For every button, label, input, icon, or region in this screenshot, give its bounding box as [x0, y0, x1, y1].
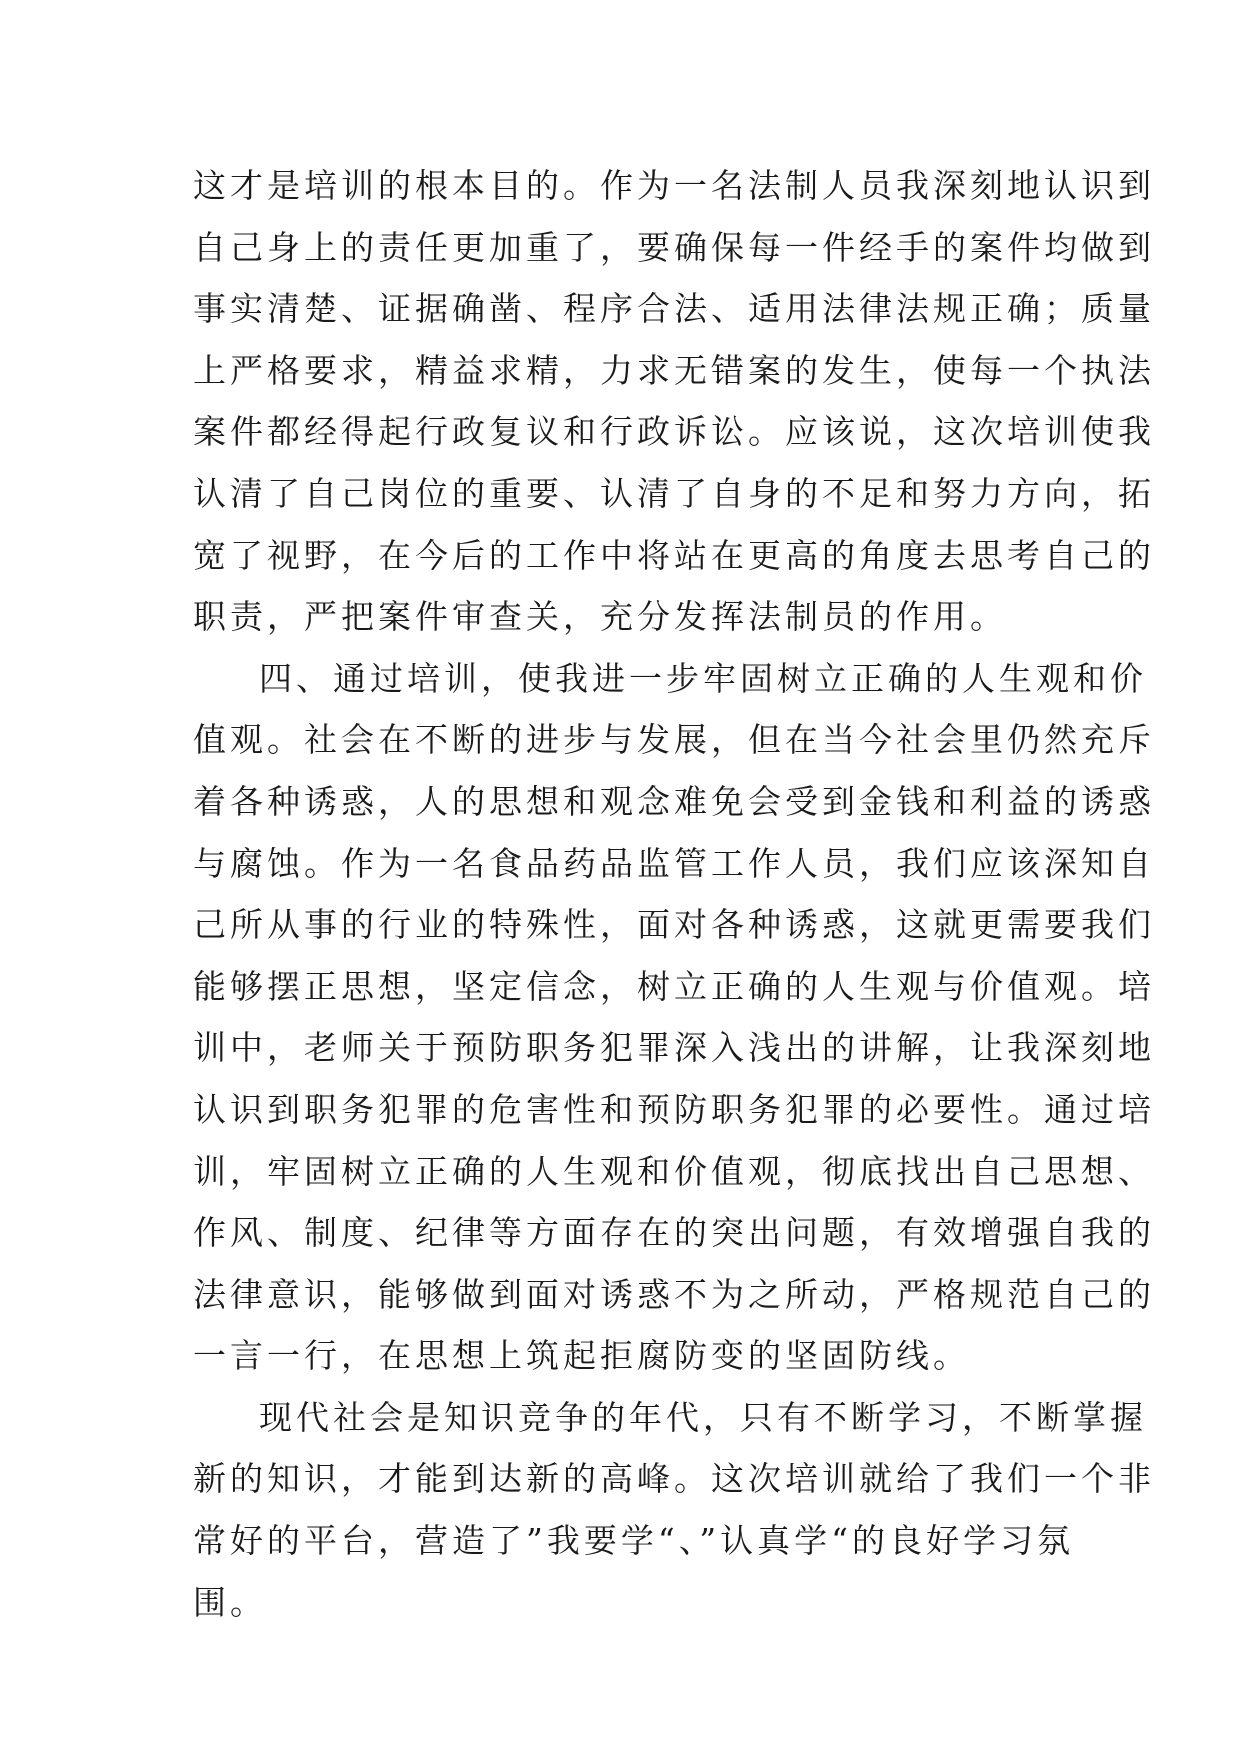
- paragraph-start-line: 四、通过培训，使我进一步牢固树立正确的人生观和价: [259, 658, 1147, 698]
- text-line: 值观。社会在不断的进步与发展，但在当今社会里仍然充斥: [193, 720, 1155, 760]
- text-line: 上严格要求，精益求精，力求无错案的发生，使每一个执法: [193, 350, 1155, 390]
- text-line: 宽了视野，在今后的工作中将站在更高的角度去思考自己的: [193, 535, 1155, 575]
- text-line: 训中，老师关于预防职务犯罪深入浅出的讲解，让我深刻地: [193, 1028, 1155, 1068]
- text-line: 认识到职务犯罪的危害性和预防职务犯罪的必要性。通过培: [193, 1089, 1155, 1129]
- text-line: 职责，严把案件审查关，充分发挥法制员的作用。: [193, 597, 1007, 637]
- paragraph-start-line: 现代社会是知识竞争的年代，只有不断学习，不断掌握: [259, 1397, 1147, 1437]
- body-text: [193, 155, 1155, 1633]
- text-line: 认清了自己岗位的重要、认清了自身的不足和努力方向，拓: [193, 473, 1155, 513]
- text-line: 这才是培训的根本目的。作为一名法制人员我深刻地认识到: [193, 166, 1155, 205]
- text-line: 作风、制度、纪律等方面存在的突出问题，有效增强自我的: [193, 1213, 1155, 1253]
- text-line: 一言一行，在思想上筑起拒腐防变的坚固防线。: [193, 1336, 970, 1376]
- text-line: 与腐蚀。作为一名食品药品监管工作人员，我们应该深知自: [193, 843, 1155, 883]
- text-line: 案件都经得起行政复议和行政诉讼。应该说，这次培训使我: [193, 412, 1155, 452]
- text-line: 自己身上的责任更加重了，要确保每一件经手的案件均做到: [193, 227, 1155, 267]
- text-line: 事实清楚、证据确凿、程序合法、适用法律法规正确；质量: [193, 289, 1155, 329]
- text-line: 法律意识，能够做到面对诱惑不为之所动，严格规范自己的: [193, 1274, 1155, 1314]
- text-line: 能够摆正思想，坚定信念，树立正确的人生观与价值观。培: [193, 966, 1155, 1006]
- text-line: 训，牢固树立正确的人生观和价值观，彻底找出自己思想、: [193, 1151, 1155, 1191]
- text-line: 己所从事的行业的特殊性，面对各种诱惑，这就更需要我们: [193, 905, 1155, 945]
- text-line: 围。: [193, 1582, 267, 1622]
- text-line: 常好的平台，营造了”我要学“、”认真学“的良好学习氛: [193, 1521, 1074, 1561]
- text-line: 新的知识，才能到达新的高峰。这次培训就给了我们一个非: [193, 1459, 1155, 1499]
- text-line: 着各种诱惑，人的思想和观念难免会受到金钱和利益的诱惑: [193, 781, 1155, 821]
